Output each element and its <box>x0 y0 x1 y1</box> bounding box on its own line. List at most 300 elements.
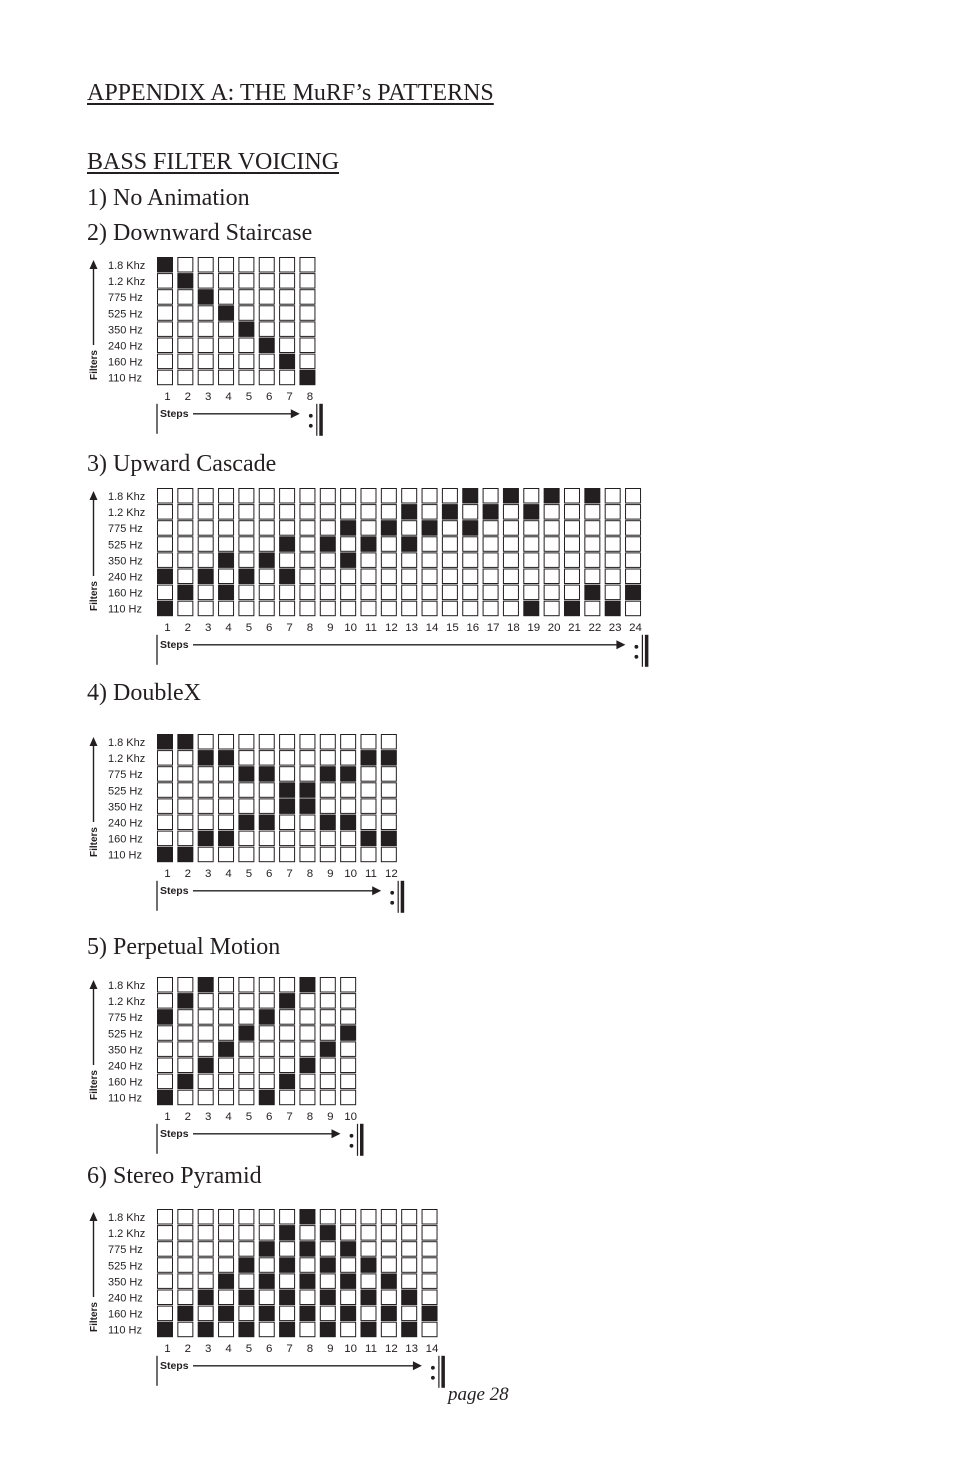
step-cell <box>341 537 356 551</box>
step-cell-active <box>178 994 193 1008</box>
step-cell <box>239 1274 254 1288</box>
step-number: 10 <box>344 867 358 880</box>
step-cell <box>280 735 295 749</box>
repeat-bar-thick <box>360 1124 363 1156</box>
appendix-title: APPENDIX A: THE MuRF’s PATTERNS <box>87 80 494 106</box>
step-cell <box>219 1058 234 1072</box>
step-cell <box>219 505 234 519</box>
step-cell-active <box>157 569 172 583</box>
step-cell <box>320 553 335 567</box>
step-number: 2 <box>184 1110 192 1123</box>
filter-row-label: 160 Hz <box>108 356 143 369</box>
step-number: 1 <box>164 621 171 634</box>
step-cell-active <box>198 1322 213 1336</box>
step-cell <box>300 751 315 765</box>
step-cell <box>300 601 315 615</box>
step-cell <box>259 1226 274 1240</box>
pattern-grid-svg <box>84 1207 452 1402</box>
step-cell <box>341 799 356 813</box>
step-cell <box>300 1074 315 1088</box>
step-cell <box>259 585 274 599</box>
filter-row-label: 525 Hz <box>107 539 143 552</box>
step-cell <box>300 735 315 749</box>
step-cell <box>524 521 539 535</box>
step-cell-active <box>585 489 600 503</box>
step-cell <box>198 338 213 352</box>
step-cell <box>361 815 376 829</box>
filter-row-label: 240 Hz <box>107 817 143 830</box>
step-cell <box>280 767 295 781</box>
step-cell <box>320 1058 335 1072</box>
step-cell <box>564 489 579 503</box>
step-cell-active <box>300 1274 315 1288</box>
step-cell <box>341 1258 356 1272</box>
step-cell <box>381 815 396 829</box>
steps-arrow-head <box>413 1361 422 1370</box>
page-number: page 28 <box>448 1384 509 1405</box>
step-cell <box>280 257 295 271</box>
step-cell-active <box>300 370 315 384</box>
step-cell-active <box>198 977 213 991</box>
step-cell <box>381 1242 396 1256</box>
step-cell <box>219 847 234 861</box>
step-number: 6 <box>266 867 273 880</box>
step-cell <box>585 537 600 551</box>
step-cell <box>524 585 539 599</box>
step-cell <box>381 585 396 599</box>
step-cell <box>219 489 234 503</box>
step-cell <box>259 354 274 368</box>
step-cell-active <box>259 1306 274 1320</box>
step-number: 7 <box>286 867 293 880</box>
step-cell <box>381 799 396 813</box>
step-cell-active <box>361 537 376 551</box>
step-cell <box>402 1242 417 1256</box>
step-number: 11 <box>365 867 377 880</box>
step-cell <box>198 767 213 781</box>
step-cell <box>239 585 254 599</box>
step-cell <box>259 1210 274 1224</box>
step-cell <box>402 1258 417 1272</box>
repeat-bar-thick <box>441 1356 444 1388</box>
step-cell <box>219 537 234 551</box>
repeat-dot <box>350 1134 354 1138</box>
step-cell-active <box>198 1290 213 1304</box>
step-cell <box>198 994 213 1008</box>
step-cell-active <box>280 1290 295 1304</box>
step-cell <box>341 751 356 765</box>
step-cell <box>320 751 335 765</box>
step-cell <box>544 553 559 567</box>
step-cell <box>259 831 274 845</box>
filter-row-label: 1.2 Khz <box>107 753 146 766</box>
repeat-dot <box>431 1376 435 1380</box>
step-cell <box>239 799 254 813</box>
step-cell <box>158 1026 173 1040</box>
step-cell <box>320 521 335 535</box>
step-cell <box>544 585 559 599</box>
step-cell-active <box>280 1322 295 1336</box>
step-cell <box>341 585 356 599</box>
step-number: 6 <box>266 621 273 634</box>
step-cell <box>219 370 234 384</box>
step-cell <box>585 505 600 519</box>
step-cell-active <box>259 338 274 352</box>
step-cell-active <box>320 1042 335 1056</box>
step-cell <box>239 1058 254 1072</box>
step-cell <box>381 601 396 615</box>
step-cell <box>280 1042 295 1056</box>
step-cell-active <box>239 322 254 336</box>
step-cell <box>178 1226 193 1240</box>
filter-row-label: 775 Hz <box>107 1244 143 1257</box>
step-number: 9 <box>327 1110 334 1123</box>
step-cell <box>381 767 396 781</box>
step-cell <box>219 322 234 336</box>
step-cell-active <box>402 1322 417 1336</box>
step-cell-active <box>320 1258 335 1272</box>
step-cell-active <box>564 601 579 615</box>
step-number: 11 <box>365 621 377 634</box>
step-cell <box>320 1090 335 1104</box>
step-cell <box>300 306 315 320</box>
step-number: 1 <box>164 1342 171 1355</box>
step-cell-active <box>626 585 641 599</box>
step-cell <box>605 553 620 567</box>
filter-row-label: 1.8 Khz <box>108 979 146 992</box>
step-number: 9 <box>327 621 334 634</box>
step-cell <box>157 505 172 519</box>
pattern-grid-svg <box>84 975 371 1170</box>
pattern-grid-svg <box>84 732 411 927</box>
step-cell <box>361 553 376 567</box>
step-cell <box>626 521 641 535</box>
step-cell-active <box>320 1322 335 1336</box>
step-cell <box>178 505 193 519</box>
step-cell-active <box>178 585 193 599</box>
step-cell <box>503 601 518 615</box>
step-cell <box>259 783 274 797</box>
step-cell <box>280 489 295 503</box>
step-number: 7 <box>286 1110 293 1123</box>
step-cell <box>259 290 274 304</box>
pattern-grid-svg <box>84 255 330 450</box>
step-cell-active <box>280 1074 295 1088</box>
filters-arrow-head <box>90 260 98 269</box>
filter-row-label: 775 Hz <box>108 292 143 305</box>
step-cell <box>463 537 478 551</box>
filters-axis-label: Filters <box>89 350 101 380</box>
step-cell <box>157 521 172 535</box>
step-cell <box>259 751 274 765</box>
step-cell <box>544 601 559 615</box>
item-title-upward-cascade: 3) Upward Cascade <box>87 451 277 477</box>
step-cell <box>300 569 315 583</box>
step-cell <box>178 1274 193 1288</box>
step-cell <box>402 585 417 599</box>
step-cell <box>178 489 193 503</box>
step-cell <box>402 601 417 615</box>
step-cell-active <box>300 1242 315 1256</box>
step-cell <box>605 585 620 599</box>
step-cell-active <box>239 1026 254 1040</box>
step-number: 4 <box>225 867 232 880</box>
step-cell <box>157 799 172 813</box>
step-number: 4 <box>225 390 232 403</box>
filter-row-label: 775 Hz <box>108 1012 143 1025</box>
step-cell <box>361 489 376 503</box>
step-cell <box>361 585 376 599</box>
step-cell <box>198 735 213 749</box>
step-cell <box>239 735 254 749</box>
step-cell <box>198 505 213 519</box>
step-number: 10 <box>344 621 358 634</box>
step-cell-active <box>341 521 356 535</box>
step-cell <box>341 569 356 583</box>
step-cell <box>178 1090 193 1104</box>
step-cell <box>198 1306 213 1320</box>
step-cell <box>280 306 295 320</box>
step-number: 7 <box>286 1342 293 1355</box>
step-cell-active <box>198 569 213 583</box>
step-cell <box>198 354 213 368</box>
step-cell <box>300 994 315 1008</box>
step-cell <box>198 1090 213 1104</box>
step-cell-active <box>219 831 234 845</box>
step-cell <box>524 569 539 583</box>
step-cell <box>219 815 234 829</box>
step-cell <box>544 521 559 535</box>
filters-axis-label: Filters <box>89 1070 101 1100</box>
step-number: 4 <box>225 621 232 634</box>
step-cell <box>361 521 376 535</box>
step-cell <box>259 306 274 320</box>
step-number: 9 <box>327 1342 334 1355</box>
repeat-bar-thick <box>645 635 648 667</box>
step-cell-active <box>280 994 295 1008</box>
step-cell <box>422 553 437 567</box>
step-cell-active <box>219 1306 234 1320</box>
filter-row-label: 160 Hz <box>107 833 143 846</box>
filter-row-label: 110 Hz <box>107 849 142 862</box>
filter-row-label: 350 Hz <box>107 555 143 568</box>
step-cell <box>544 505 559 519</box>
step-cell <box>178 1010 193 1024</box>
step-cell <box>300 521 315 535</box>
step-cell-active <box>259 1274 274 1288</box>
step-cell-active <box>381 831 396 845</box>
step-cell-active <box>300 1306 315 1320</box>
step-cell-active <box>422 521 437 535</box>
step-cell <box>361 1242 376 1256</box>
pattern-chart-stereo-pyramid <box>84 1207 452 1402</box>
step-cell <box>198 537 213 551</box>
step-cell <box>198 1226 213 1240</box>
step-cell <box>544 569 559 583</box>
step-cell <box>422 505 437 519</box>
step-number: 16 <box>466 621 480 634</box>
step-cell <box>341 489 356 503</box>
filters-arrow-head <box>90 980 98 989</box>
step-cell <box>178 553 193 567</box>
step-cell <box>361 783 376 797</box>
step-cell <box>239 274 254 288</box>
step-cell <box>198 1010 213 1024</box>
step-cell <box>259 977 274 991</box>
step-cell <box>280 1058 295 1072</box>
step-cell <box>280 1090 295 1104</box>
filter-row-label: 160 Hz <box>108 1076 143 1089</box>
step-cell <box>198 489 213 503</box>
step-number: 2 <box>184 621 192 634</box>
step-cell-active <box>442 505 457 519</box>
step-cell <box>626 537 641 551</box>
step-cell-active <box>280 537 295 551</box>
step-cell <box>259 322 274 336</box>
step-cell <box>483 569 498 583</box>
repeat-dot <box>350 1144 354 1148</box>
step-cell <box>300 1026 315 1040</box>
step-cell <box>239 489 254 503</box>
filter-row-label: 1.2 Khz <box>108 996 146 1009</box>
filter-row-label: 525 Hz <box>107 785 143 798</box>
pattern-grid-svg <box>84 486 655 681</box>
step-cell <box>158 1042 173 1056</box>
step-cell-active <box>503 489 518 503</box>
step-cell <box>320 1274 335 1288</box>
step-cell <box>239 521 254 535</box>
step-cell-active <box>320 767 335 781</box>
filters-axis-label: Filters <box>88 581 100 611</box>
step-cell <box>585 521 600 535</box>
step-cell <box>442 537 457 551</box>
step-cell <box>157 1258 172 1272</box>
step-cell <box>198 601 213 615</box>
step-cell <box>341 1074 356 1088</box>
step-cell <box>320 847 335 861</box>
step-cell <box>300 537 315 551</box>
step-cell <box>157 370 172 384</box>
step-cell-active <box>239 1322 254 1336</box>
step-cell <box>605 569 620 583</box>
step-cell <box>300 585 315 599</box>
step-cell <box>280 370 295 384</box>
step-cell <box>178 977 193 991</box>
step-cell-active <box>320 1226 335 1240</box>
step-cell <box>402 489 417 503</box>
step-cell-active <box>178 735 193 749</box>
step-cell <box>178 1258 193 1272</box>
step-cell <box>198 1026 213 1040</box>
step-cell-active <box>198 831 213 845</box>
step-cell <box>239 306 254 320</box>
step-cell <box>178 1210 193 1224</box>
item-title-doublex: 4) DoubleX <box>87 680 201 706</box>
step-cell <box>300 1010 315 1024</box>
step-cell <box>280 1026 295 1040</box>
step-cell <box>219 290 234 304</box>
step-cell <box>239 257 254 271</box>
step-cell-active <box>320 1290 335 1304</box>
step-cell <box>280 751 295 765</box>
step-cell <box>300 553 315 567</box>
step-cell-active <box>361 751 376 765</box>
step-cell-active <box>239 815 254 829</box>
step-cell <box>157 815 172 829</box>
step-number: 5 <box>245 867 253 880</box>
step-cell <box>198 1242 213 1256</box>
item-title-perpetual-motion: 5) Perpetual Motion <box>87 934 281 960</box>
step-cell <box>320 1074 335 1088</box>
step-cell <box>157 1306 172 1320</box>
step-cell <box>564 537 579 551</box>
filter-row-label: 1.8 Khz <box>107 490 146 503</box>
step-cell <box>381 569 396 583</box>
step-cell <box>341 505 356 519</box>
step-cell-active <box>341 1306 356 1320</box>
step-number: 12 <box>384 621 398 634</box>
step-cell <box>463 569 478 583</box>
step-cell <box>239 354 254 368</box>
step-cell-active <box>280 569 295 583</box>
step-cell <box>178 1322 193 1336</box>
step-cell <box>198 1074 213 1088</box>
item-title-no-animation: 1) No Animation <box>87 185 250 211</box>
step-cell-active <box>178 274 193 288</box>
step-cell-active <box>300 977 315 991</box>
step-cell-active <box>178 1074 193 1088</box>
repeat-dot <box>390 891 394 895</box>
step-cell-active <box>219 553 234 567</box>
step-cell <box>626 569 641 583</box>
step-cell <box>280 338 295 352</box>
filters-axis-label: Filters <box>88 1302 100 1332</box>
step-cell-active <box>585 585 600 599</box>
step-cell-active <box>280 354 295 368</box>
step-number: 7 <box>286 621 293 634</box>
step-cell <box>157 338 172 352</box>
step-cell <box>239 290 254 304</box>
step-cell <box>219 1242 234 1256</box>
step-cell <box>178 1242 193 1256</box>
step-cell <box>219 569 234 583</box>
step-cell <box>259 1042 274 1056</box>
step-cell <box>341 977 356 991</box>
step-number: 14 <box>425 1342 439 1355</box>
step-cell <box>320 799 335 813</box>
step-cell <box>280 815 295 829</box>
step-cell <box>442 521 457 535</box>
step-cell <box>219 1226 234 1240</box>
step-cell <box>219 257 234 271</box>
step-cell <box>219 799 234 813</box>
step-cell <box>280 1306 295 1320</box>
step-cell-active <box>259 815 274 829</box>
step-number: 24 <box>629 621 642 634</box>
step-cell <box>219 1026 234 1040</box>
step-cell <box>605 521 620 535</box>
step-cell <box>320 489 335 503</box>
step-number: 23 <box>608 621 622 634</box>
step-cell-active <box>605 601 620 615</box>
step-cell <box>361 735 376 749</box>
step-cell <box>361 847 376 861</box>
step-cell-active <box>157 735 172 749</box>
step-cell <box>626 489 641 503</box>
step-number: 8 <box>306 1110 314 1123</box>
step-cell <box>280 1242 295 1256</box>
step-cell <box>198 370 213 384</box>
